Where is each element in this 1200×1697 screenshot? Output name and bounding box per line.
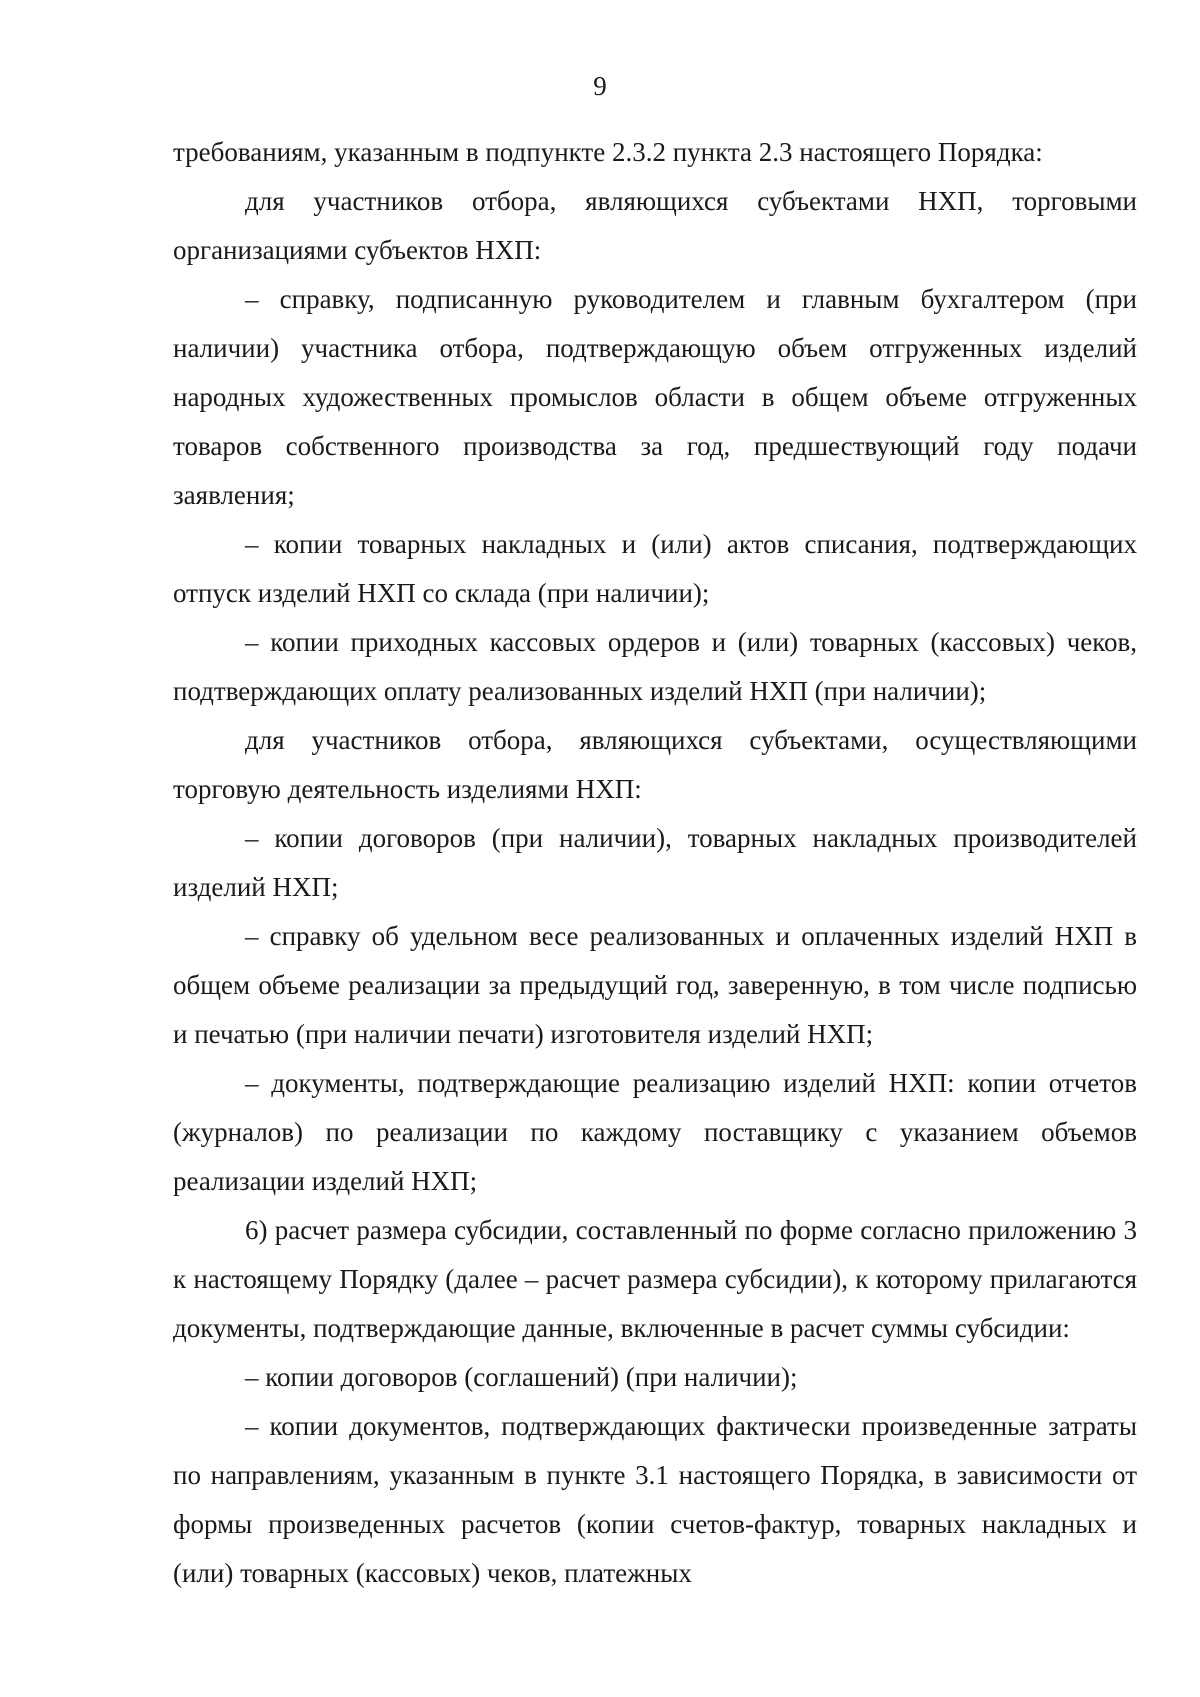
paragraph: для участников отбора, являющихся субъектами НХП, торговыми организациями субъектов НХП: — [173, 186, 1137, 265]
paragraph: – копии документов, подтверждающих фактически произведенные затраты по направлениям, указанным в пункте 3.1 настоящего Порядка, в зависимости от формы произведенных расчетов (копии счетов-фактур, товарных накладных и (или) товарных (кассовых) чеков, платежных — [173, 1411, 1137, 1588]
paragraph: – копии приходных кассовых ордеров и (или) товарных (кассовых) чеков, подтверждающих оплату реализованных изделий НХП (при наличии); — [173, 627, 1137, 706]
paragraph: для участников отбора, являющихся субъектами, осуществляющими торговую деятельность изделиями НХП: — [173, 725, 1137, 804]
paragraph: 6) расчет размера субсидии, составленный по форме согласно приложению 3 к настоящему Порядку (далее – расчет размера субсидии), к которому прилагаются документы, подтверждающие данные, включенные в расчет суммы субсидии: — [173, 1215, 1137, 1343]
page-number: 9 — [593, 71, 607, 101]
paragraph: – копии товарных накладных и (или) актов списания, подтверждающих отпуск изделий НХП со склада (при наличии); — [173, 529, 1137, 608]
paragraph: требованиям, указанным в подпункте 2.3.2 пункта 2.3 настоящего Порядка: — [173, 137, 1043, 167]
paragraph: – документы, подтверждающие реализацию изделий НХП: копии отчетов (журналов) по реализации по каждому поставщику с указанием объемов реализации изделий НХП; — [173, 1068, 1137, 1196]
paragraph: – справку об удельном весе реализованных и оплаченных изделий НХП в общем объеме реализации за предыдущий год, заверенную, в том числе подписью и печатью (при наличии печати) изготовителя изделий НХП; — [173, 921, 1137, 1049]
paragraph: – копии договоров (при наличии), товарных накладных производителей изделий НХП; — [173, 823, 1137, 902]
paragraph: – справку, подписанную руководителем и главным бухгалтером (при наличии) участника отбора, подтверждающую объем отгруженных изделий народных художественных промыслов области в общем объеме отгруженных товаров собственного производства за год, предшествующий году подачи заявления; — [173, 284, 1137, 510]
paragraph: – копии договоров (соглашений) (при наличии); — [245, 1362, 798, 1392]
document-body — [173, 128, 1137, 1598]
